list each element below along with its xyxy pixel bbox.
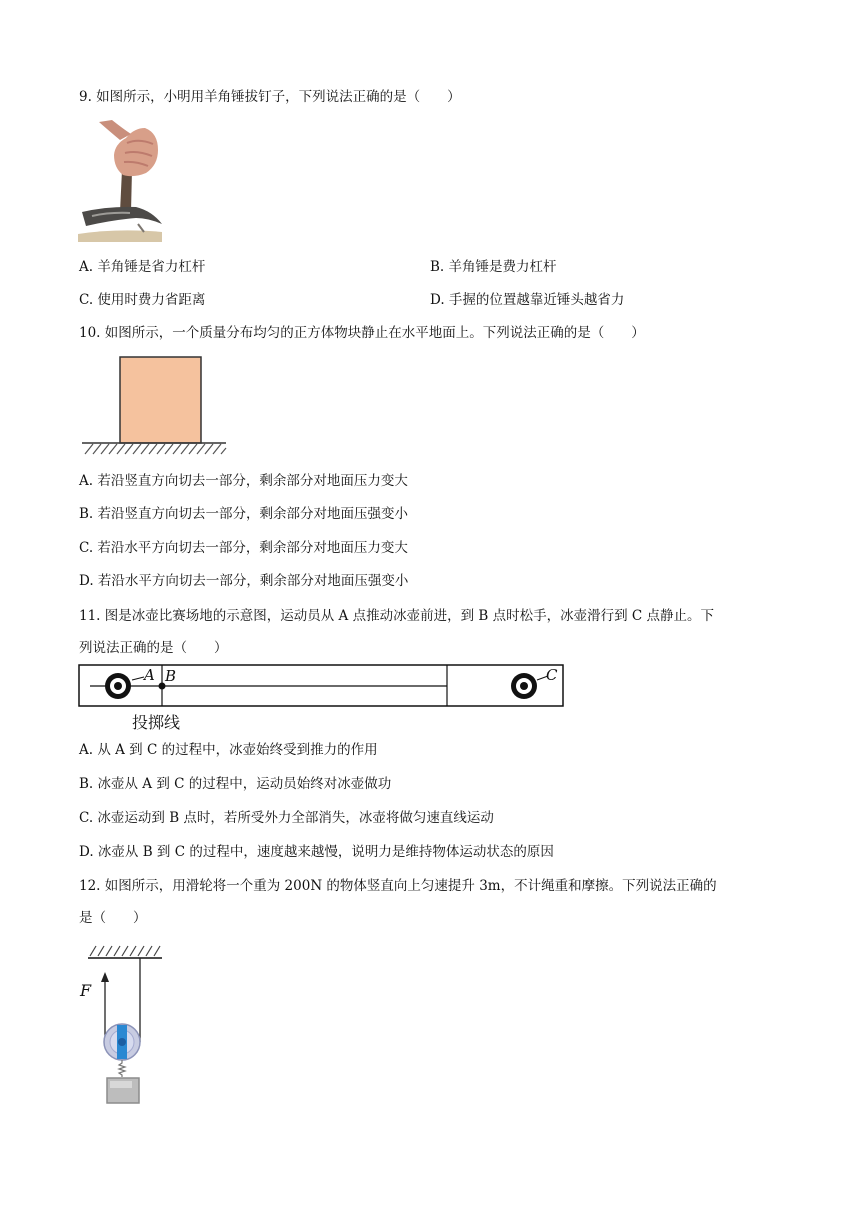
curling-rink-diagram — [78, 662, 566, 710]
label-b: B — [165, 667, 177, 685]
label-a: A — [144, 666, 155, 684]
question-9-option-d: D. 手握的位置越靠近锤头越省力 — [430, 292, 625, 308]
question-11-stem-line-2: 列说法正确的是（ ） — [79, 640, 228, 656]
hook-chain — [119, 1060, 125, 1077]
curling-stone-a — [105, 673, 131, 699]
force-label: F — [80, 981, 92, 1000]
curling-stone-c — [511, 673, 537, 699]
question-9-option-b: B. 羊角锤是费力杠杆 — [430, 259, 557, 275]
question-9-option-a: A. 羊角锤是省力杠杆 — [79, 259, 206, 275]
question-10-option-d: D. 若沿水平方向切去一部分，剩余部分对地面压强变小 — [79, 573, 409, 589]
question-10-stem: 10. 如图所示，一个质量分布均匀的正方体物块静止在水平地面上。下列说法正确的是（ ） — [79, 325, 645, 341]
label-c: C — [546, 666, 558, 684]
claw-hammer-image — [78, 120, 162, 242]
question-11-option-b: B. 冰壶从 A 到 C 的过程中，运动员始终对冰壶做功 — [79, 776, 392, 792]
cube-block — [120, 357, 201, 443]
question-11-option-d: D. 冰壶从 B 到 C 的过程中，速度越来越慢，说明力是维持物体运动状态的原因 — [79, 844, 554, 860]
question-12-stem-line-2: 是（ ） — [79, 910, 147, 926]
question-12-stem-line-1: 12. 如图所示，用滑轮将一个重为 200N 的物体竖直向上匀速提升 3m，不计绳重和摩擦。下列说法正确的 — [79, 878, 717, 894]
question-10-option-a: A. 若沿竖直方向切去一部分，剩余部分对地面压力变大 — [79, 473, 408, 489]
question-11-option-c: C. 冰壶运动到 B 点时，若所受外力全部消失，冰壶将做匀速直线运动 — [79, 810, 494, 826]
question-11-stem-line-1: 11. 图是冰壶比赛场地的示意图，运动员从 A 点推动冰壶前进，到 B 点时松手，冰壶滑行到 C 点静止。下 — [79, 608, 715, 624]
cube-on-ground-diagram — [79, 354, 229, 458]
question-10-option-c: C. 若沿水平方向切去一部分，剩余部分对地面压力变大 — [79, 540, 408, 556]
ground-hatching — [85, 444, 226, 454]
ceiling-hatching — [90, 946, 160, 956]
question-11-option-a: A. 从 A 到 C 的过程中，冰壶始终受到推力的作用 — [79, 742, 378, 758]
throwing-line-caption: 投掷线 — [132, 713, 181, 732]
force-arrow-icon — [101, 972, 109, 982]
question-9-stem: 9. 如图所示，小明用羊角锤拔钉子，下列说法正确的是（ ） — [79, 89, 461, 105]
pulley-diagram — [76, 942, 166, 1108]
question-9-option-c: C. 使用时费力省距离 — [79, 292, 206, 308]
question-10-option-b: B. 若沿竖直方向切去一部分，剩余部分对地面压强变小 — [79, 506, 409, 522]
